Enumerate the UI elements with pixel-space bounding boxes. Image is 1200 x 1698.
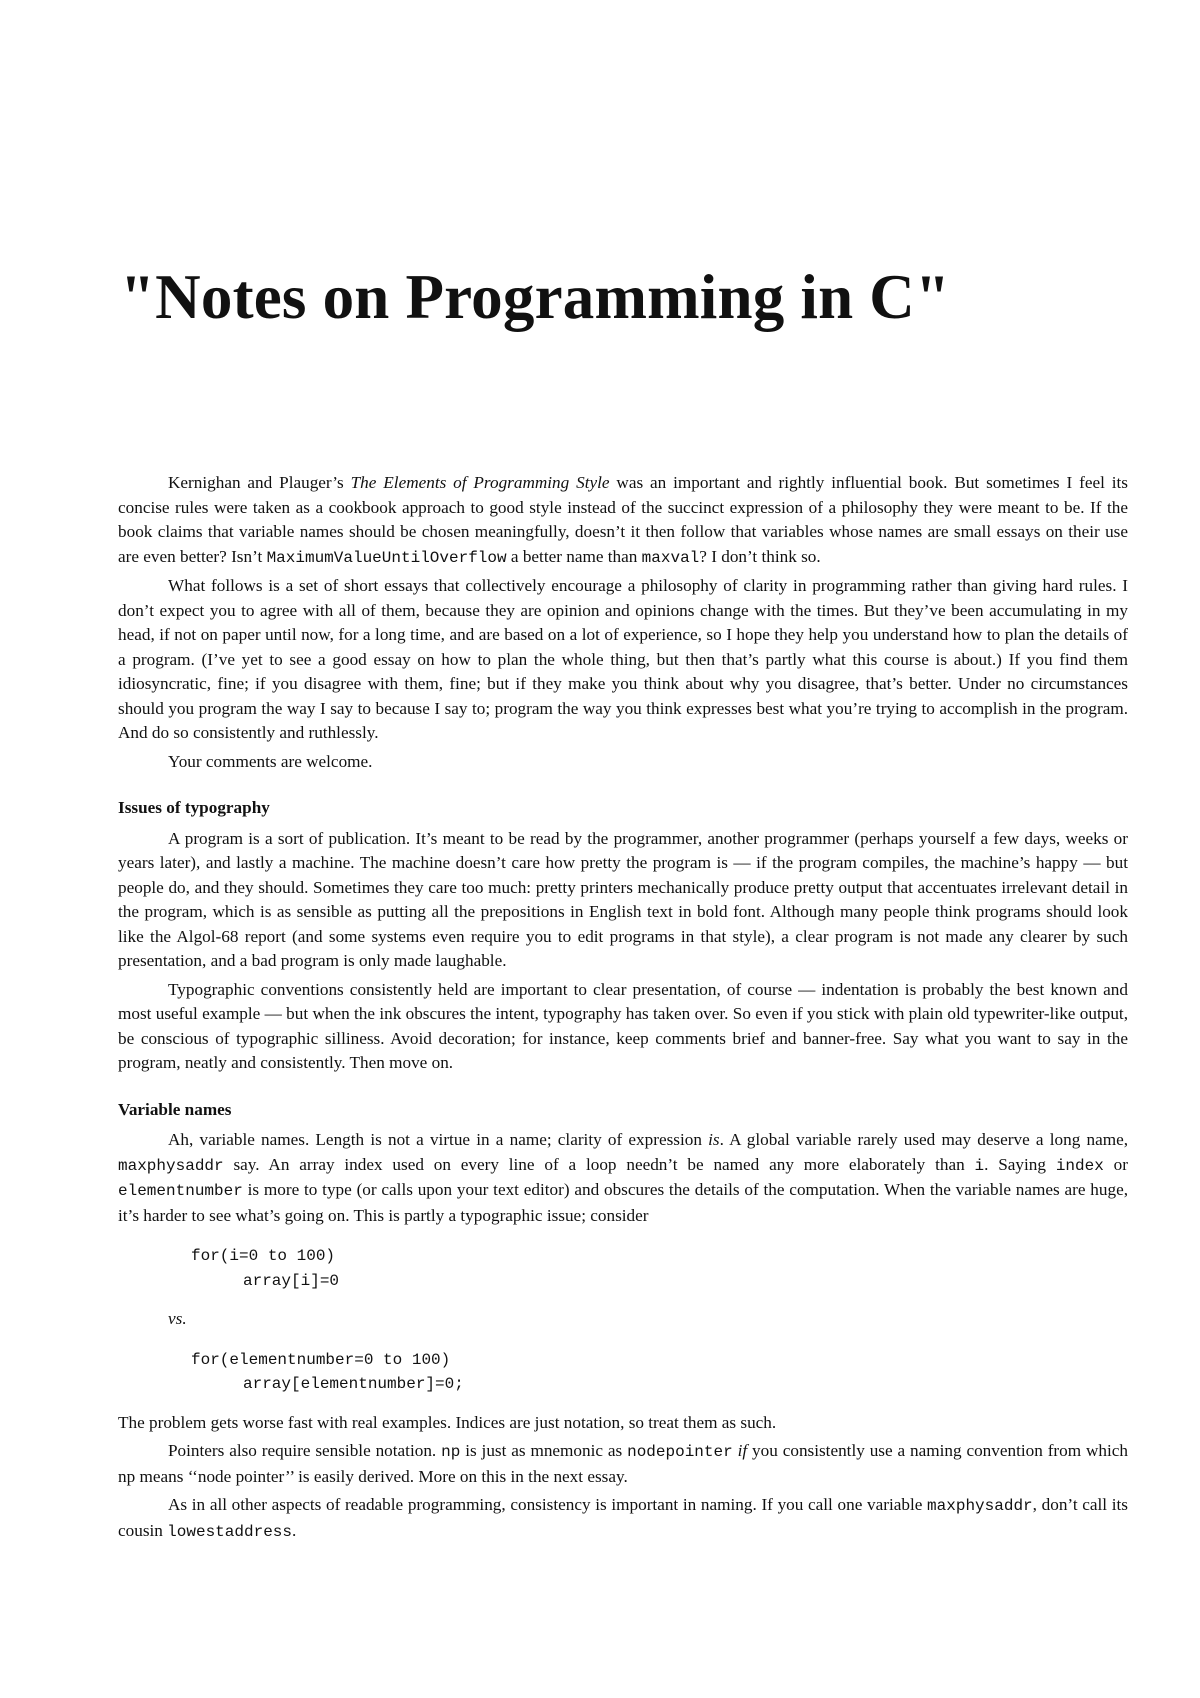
inline-code: i [974, 1156, 985, 1175]
inline-code: MaximumValueUntilOverflow [266, 548, 507, 567]
code-block-long-index [191, 1348, 1128, 1397]
section-heading-typography: Issues of typography [118, 798, 270, 817]
section-heading-variable-names: Variable names [118, 1099, 232, 1119]
book-title: The Elements of Programming Style [350, 473, 610, 492]
inline-code: nodepointer [627, 1443, 733, 1461]
inline-code: maxphysaddr [118, 1156, 224, 1175]
code-block-short-index [191, 1244, 1128, 1293]
code-line: array[elementnumber]=0; [243, 1375, 464, 1393]
code-line: for(elementnumber=0 to 100) [191, 1350, 451, 1369]
inline-code: maxval [641, 548, 700, 567]
vs-label: vs. [168, 1309, 187, 1328]
code-line: array[i]=0 [243, 1271, 340, 1290]
typography-paragraph-1: A program is a sort of publication. It’s meant to be read by the programmer, another programmer (perhaps yourself a few days, weeks or years later), and lastly a machine. The machine doesn’t care how pretty the program is — if the program compiles, the machine’s happy — but people do, and they should. Sometimes they care too much: pretty printers mechanically produce pretty output that accentuates irrelevant detail in the program, which is as sensible as putting all the prepositions in English text in bold font. Although many people think programs should look like the Algol-68 report (and some systems even require you to edit programs in that style), a clear program is not made any clearer by such presentation, and a bad program is only made laughable. [118, 828, 1128, 970]
document-title: "Notes on Programming in C" [120, 262, 951, 332]
inline-code: index [1055, 1156, 1104, 1175]
inline-code: lowestaddress [167, 1522, 292, 1541]
variables-paragraph-3: Pointers also require sensible notation. np is just as mnemonic as nodepointer if you consistently use a naming convention from which np means ‘‘node pointer’’ is easily derived. More on this in the next essay. [118, 1441, 1128, 1486]
inline-code: np [441, 1443, 461, 1461]
variables-paragraph-4: As in all other aspects of readable programming, consistency is important in naming. If you call one variable maxphysaddr, don’t call its cousin lowestaddress. [118, 1495, 1128, 1541]
intro-paragraph-1: Kernighan and Plauger’s The Elements of Programming Style was an important and rightly influential book. But sometimes I feel its concise rules were taken as a cookbook approach to good style instead of the succinct expression of a philosophy they were meant to be. If the book claims that variable names should be chosen meaningfully, doesn’t it then follow that variables whose names are small essays on their use are even better? Isn’t MaximumValueUntilOverflow a better name than maxval? I don’t think so. [118, 473, 1128, 567]
document-body [118, 471, 1128, 1544]
intro-paragraph-2: What follows is a set of short essays that collectively encourage a philosophy of clarity in programming rather than giving hard rules. I don’t expect you to agree with all of them, because they are opinion and opinions change with the times. But they’ve been accumulating in my head, if not on paper until now, for a long time, and are based on a lot of experience, so I hope they help you understand how to plan the details of a program. (I’ve yet to see a good essay on how to plan the whole thing, but then that’s partly what this course is about.) If you find them idiosyncratic, fine; if you disagree with them, fine; but if they make you think about why you disagree, that’s better. Under no circumstances should you program the way I say to because I say to; program the way you think expresses best what you’re trying to accomplish in the program. And do so consistently and ruthlessly. [118, 576, 1128, 742]
intro-paragraph-3: Your comments are welcome. [168, 751, 373, 771]
typography-paragraph-2: Typographic conventions consistently held are important to clear presentation, of course — indentation is probably the best known and most useful example — but when the ink obscures the intent, typography has taken over. So even if you stick with plain old typewriter-like output, be conscious of typographic silliness. Avoid decoration; for instance, keep comments brief and banner-free. Say what you want to say in the program, neatly and consistently. Then move on. [118, 979, 1128, 1072]
variables-paragraph-1: Ah, variable names. Length is not a virtue in a name; clarity of expression is. A global variable rarely used may deserve a long name, maxphysaddr say. An array index used on every line of a loop needn’t be named any more elaborately than i. Saying index or elementnumber is more to type (or calls upon your text editor) and obscures the details of the computation. When the variable names are huge, it’s harder to see what’s going on. This is partly a typographic issue; consider [118, 1130, 1129, 1225]
code-line: for(i=0 to 100) [191, 1247, 336, 1265]
variables-paragraph-2: The problem gets worse fast with real examples. Indices are just notation, so treat them as such. [118, 1412, 777, 1432]
inline-code: elementnumber [118, 1182, 243, 1200]
inline-code: maxphysaddr [927, 1497, 1033, 1515]
